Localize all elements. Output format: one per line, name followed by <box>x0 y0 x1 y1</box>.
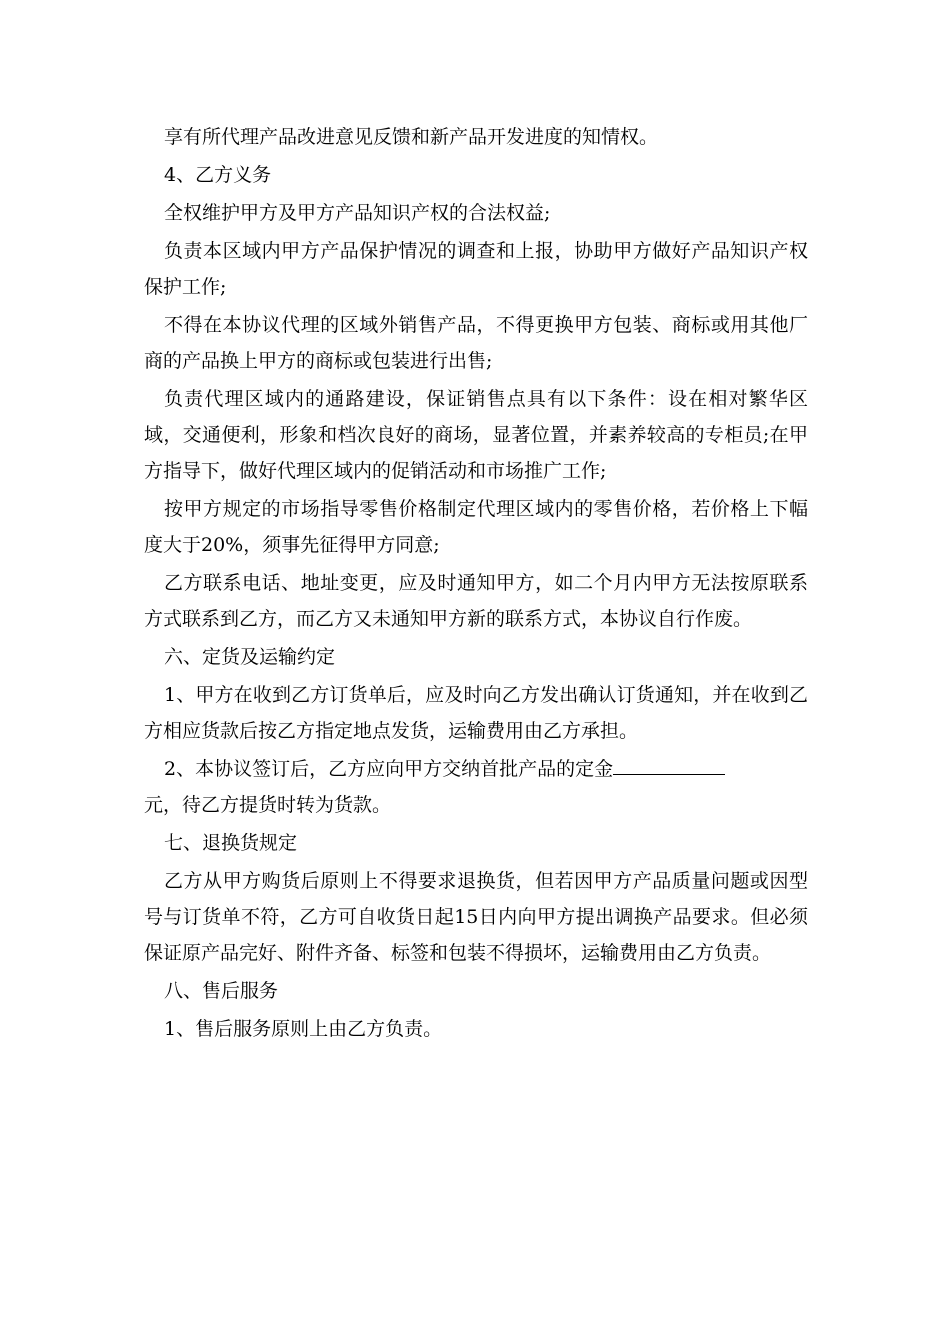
deposit-blank-line <box>613 756 725 775</box>
paragraph-rights-info: 享有所代理产品改进意见反馈和新产品开发进度的知情权。 <box>164 126 659 148</box>
paragraph-sales-region: 不得在本协议代理的区域外销售产品，不得更换甲方包装、商标或用其他厂商的产品换上甲方的商标或包装进行出售; <box>144 314 808 372</box>
paragraph-channel-building: 负责代理区域内的通路建设，保证销售点具有以下条件：设在相对繁华区域，交通便利，形象和档次良好的商场，显著位置，并素养较高的专柜员;在甲方指导下，做好代理区域内的促销活动和市场推广工作; <box>144 388 808 482</box>
heading-after-sales: 八、售后服务 <box>164 980 279 1002</box>
paragraph-returns-policy: 乙方从甲方购货后原则上不得要求退换货，但若因甲方产品质量问题或因型号与订货单不符，乙方可自收货日起15日内向甲方提出调换产品要求。但必须保证原产品完好、附件齐备、标签和包装不得损坏，运输费用由乙方负责。 <box>144 870 808 964</box>
heading-returns: 七、退换货规定 <box>164 832 298 854</box>
deposit-text: 2、本协议签订后，乙方应向甲方交纳首批产品的定金 <box>164 758 614 780</box>
document-body <box>144 119 808 1049</box>
paragraph-retail-price: 按甲方规定的市场指导零售价格制定代理区域内的零售价格，若价格上下幅度大于20%，须事先征得甲方同意; <box>144 498 808 556</box>
paragraph-investigation-report: 负责本区域内甲方产品保护情况的调查和上报，协助甲方做好产品知识产权保护工作; <box>144 240 808 298</box>
heading-party-b-obligations: 4、乙方义务 <box>164 164 272 186</box>
deposit-text-continued: 元，待乙方提货时转为货款。 <box>144 794 392 816</box>
paragraph-ip-protection: 全权维护甲方及甲方产品知识产权的合法权益; <box>164 202 551 224</box>
heading-ordering-transport: 六、定货及运输约定 <box>164 646 336 668</box>
paragraph-after-sales: 1、售后服务原则上由乙方负责。 <box>164 1018 443 1040</box>
paragraph-contact-change: 乙方联系电话、地址变更，应及时通知甲方，如二个月内甲方无法按原联系方式联系到乙方，而乙方又未通知甲方新的联系方式，本协议自行作废。 <box>144 572 808 630</box>
paragraph-deposit <box>144 751 808 823</box>
paragraph-order-confirmation: 1、甲方在收到乙方订货单后，应及时向乙方发出确认订货通知，并在收到乙方相应货款后按乙方指定地点发货，运输费用由乙方承担。 <box>144 684 808 742</box>
